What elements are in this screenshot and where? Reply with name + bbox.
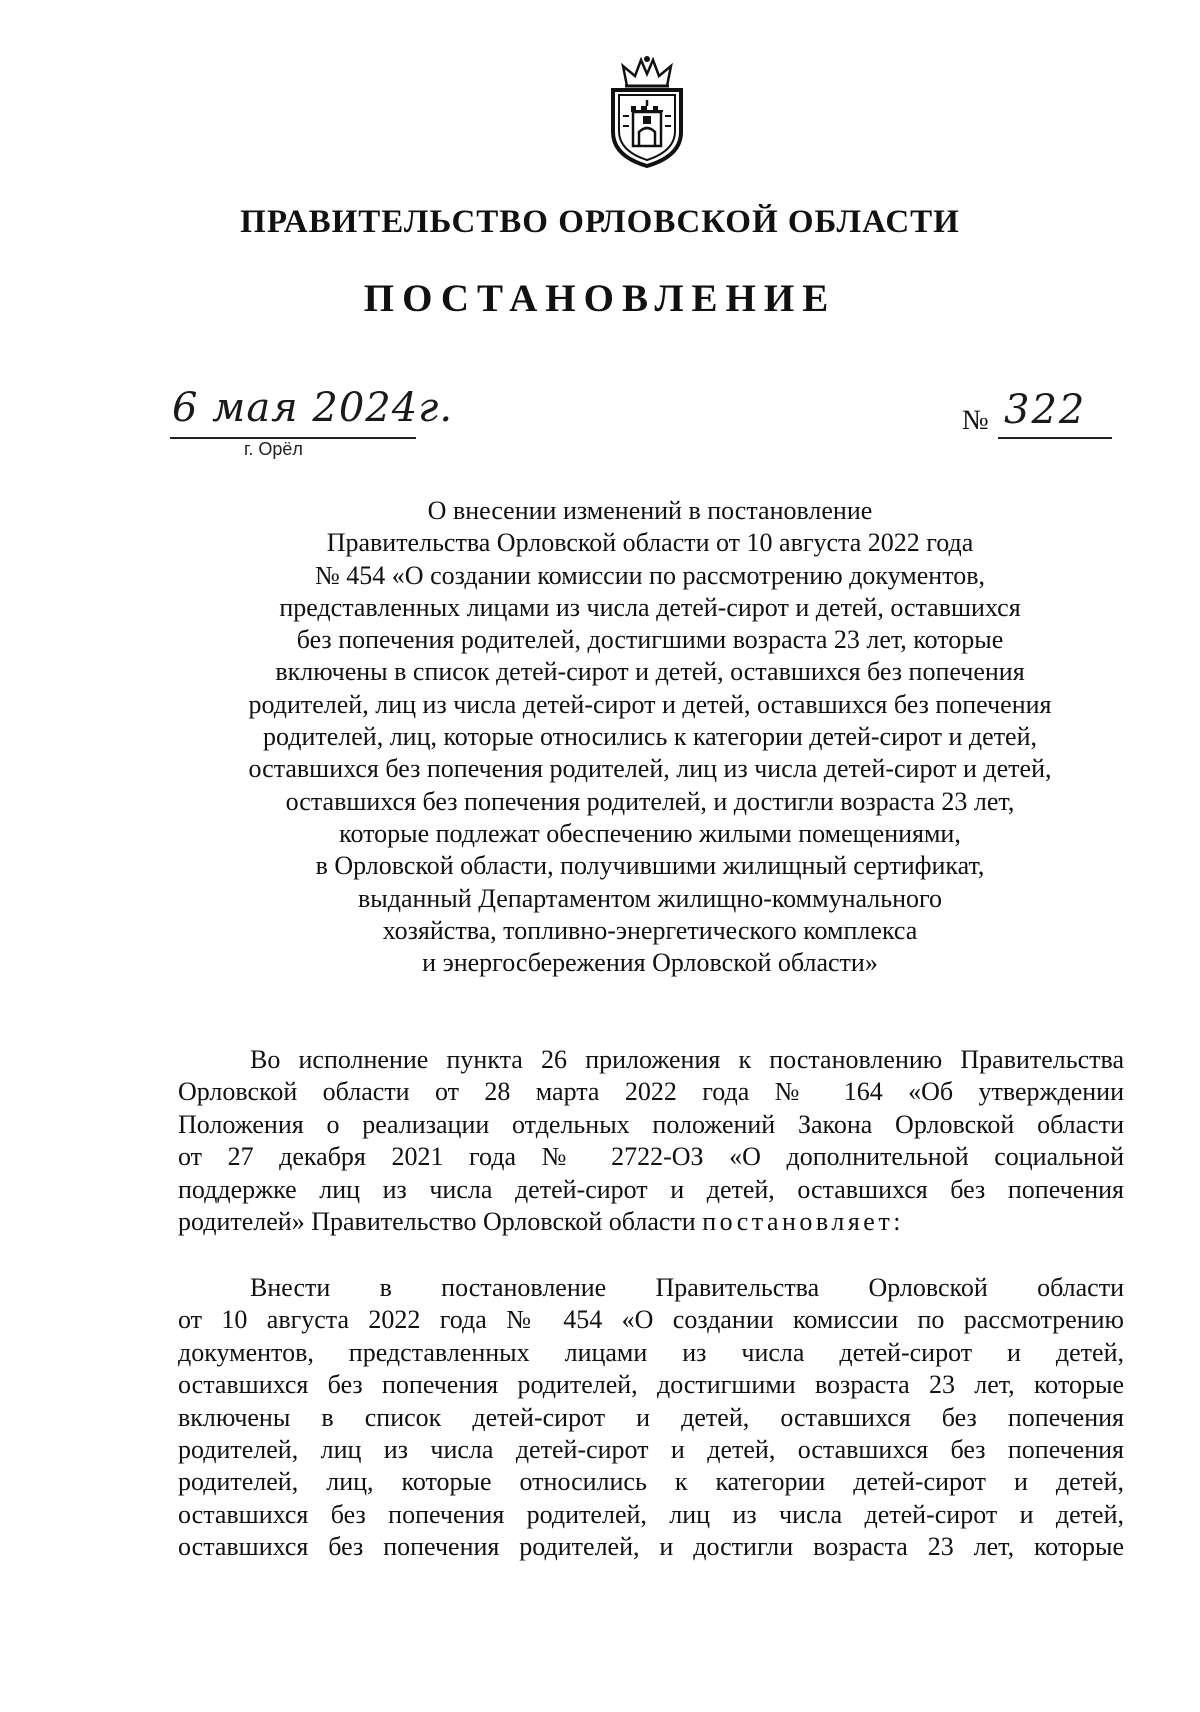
body-line: Внести в постановление Правительства Орловской области <box>250 1273 1124 1302</box>
preamble-last-line <box>178 1206 1124 1238</box>
decree-word: постановляет: <box>702 1207 904 1237</box>
handwritten-date: 6 мая 2024г. <box>172 385 454 431</box>
organization-title: ПРАВИТЕЛЬСТВО ОРЛОВСКОЙ ОБЛАСТИ <box>240 204 960 240</box>
subject-line: № 454 «О создании комиссии по рассмотрению документов, <box>315 560 985 590</box>
body-line: родителей, лиц, которые относились к категории детей-сирот и детей, <box>178 1467 1124 1497</box>
number-underline <box>998 437 1112 439</box>
subject-line: представленных лицами из числа детей-сирот и детей, оставшихся <box>279 592 1021 622</box>
body-line: оставшихся без попечения родителей, лиц из числа детей-сирот и детей, <box>178 1499 1124 1529</box>
preamble-line: от 27 декабря 2021 года № 2722-ОЗ «О дополнительной социальной <box>178 1142 1124 1172</box>
body-paragraph <box>178 1272 1124 1564</box>
subject-line: оставшихся без попечения родителей, лиц из числа детей-сирот и детей, <box>248 754 1052 784</box>
subject-line: О внесении изменений в постановление <box>427 496 873 525</box>
subject-line: и энергосбережения Орловской области» <box>422 948 878 978</box>
preamble-line: Положения о реализации отдельных положений Закона Орловской области <box>178 1109 1124 1139</box>
handwritten-number: 322 <box>1004 387 1087 433</box>
subject-line: выданный Департаментом жилищно-коммунального <box>357 883 943 913</box>
document-type-title: ПОСТАНОВЛЕНИЕ <box>363 277 837 320</box>
body-line: оставшихся без попечения родителей, достигшими возраста 23 лет, которые <box>178 1370 1124 1400</box>
subject-line: включены в список детей-сирот и детей, оставшихся без попечения <box>275 657 1025 687</box>
document-subject <box>180 495 1120 979</box>
subject-line: Правительства Орловской области от 10 августа 2022 года <box>326 528 974 558</box>
body-line: родителей, лиц из числа детей-сирот и детей, оставшихся без попечения <box>178 1435 1124 1465</box>
preamble-paragraph <box>178 1044 1124 1238</box>
subject-line: которые подлежат обеспечению жилыми помещениями, <box>339 818 961 848</box>
subject-line: хозяйства, топливно-энергетического комплекса <box>382 915 918 945</box>
subject-line: без попечения родителей, достигшими возраста 23 лет, которые <box>296 625 1004 655</box>
preamble-last-text: родителей» Правительство Орловской области <box>178 1207 696 1237</box>
body-line: включены в список детей-сирот и детей, оставшихся без попечения <box>178 1402 1124 1432</box>
subject-line: родителей, лиц из числа детей-сирот и детей, оставшихся без попечения <box>248 689 1052 719</box>
preamble-line: Во исполнение пункта 26 приложения к постановлению Правительства <box>250 1045 1124 1074</box>
subject-line: в Орловской области, получившими жилищный сертификат, <box>315 851 985 881</box>
body-line: оставшихся без попечения родителей, и достигли возраста 23 лет, которые <box>178 1532 1124 1562</box>
city-label: г. Орёл <box>244 439 303 459</box>
coat-of-arms-icon <box>603 56 691 168</box>
body-line: документов, представленных лицами из числа детей-сирот и детей, <box>178 1337 1124 1367</box>
subject-line: родителей, лиц, которые относились к категории детей-сирот и детей, <box>262 722 1038 752</box>
body-line: от 10 августа 2022 года № 454 «О создании комиссии по рассмотрению <box>178 1305 1124 1335</box>
preamble-line: Орловской области от 28 марта 2022 года № 164 «Об утверждении <box>178 1077 1124 1107</box>
number-sign: № <box>962 405 989 436</box>
subject-line: оставшихся без попечения родителей, и достигли возраста 23 лет, <box>285 786 1015 816</box>
preamble-line: поддержке лиц из числа детей-сирот и детей, оставшихся без попечения <box>178 1174 1124 1204</box>
